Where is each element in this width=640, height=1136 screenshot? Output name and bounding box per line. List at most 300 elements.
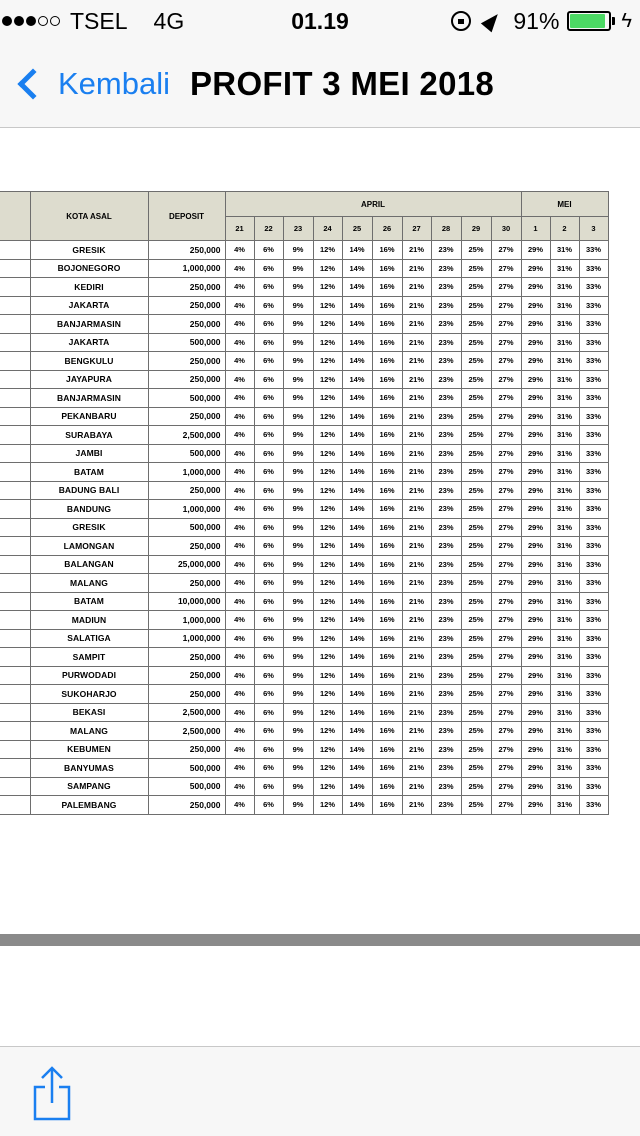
column-header-april-day: 27 [402, 217, 431, 241]
profit-percent-cell: 21% [402, 703, 431, 722]
profit-percent-cell: 31% [550, 241, 579, 260]
deposit-cell: 250,000 [148, 481, 225, 500]
table-row [0, 722, 608, 741]
profit-percent-cell: 21% [402, 407, 431, 426]
profit-percent-cell: 21% [402, 389, 431, 408]
city-cell: MALANG [30, 574, 148, 593]
profit-percent-cell: 9% [283, 666, 313, 685]
profit-percent-cell: 29% [521, 315, 550, 334]
profit-percent-cell: 25% [461, 722, 491, 741]
profit-percent-cell: 21% [402, 574, 431, 593]
profit-percent-cell: 14% [342, 444, 372, 463]
deposit-cell: 500,000 [148, 333, 225, 352]
row-lead-cell [0, 500, 30, 519]
profit-percent-cell: 25% [461, 481, 491, 500]
profit-percent-cell: 14% [342, 759, 372, 778]
profit-percent-cell: 33% [579, 574, 608, 593]
table-row [0, 259, 608, 278]
profit-percent-cell: 12% [313, 444, 342, 463]
profit-percent-cell: 31% [550, 481, 579, 500]
profit-percent-cell: 21% [402, 241, 431, 260]
profit-percent-cell: 4% [225, 759, 254, 778]
profit-percent-cell: 21% [402, 759, 431, 778]
deposit-cell: 25,000,000 [148, 555, 225, 574]
profit-percent-cell: 23% [431, 574, 461, 593]
profit-percent-cell: 21% [402, 444, 431, 463]
profit-percent-cell: 9% [283, 722, 313, 741]
profit-percent-cell: 4% [225, 777, 254, 796]
profit-percent-cell: 25% [461, 740, 491, 759]
profit-percent-cell: 16% [372, 296, 402, 315]
profit-percent-cell: 9% [283, 259, 313, 278]
profit-percent-cell: 21% [402, 296, 431, 315]
profit-percent-cell: 16% [372, 740, 402, 759]
row-lead-cell [0, 592, 30, 611]
profit-percent-cell: 33% [579, 759, 608, 778]
profit-percent-cell: 6% [254, 722, 283, 741]
profit-percent-cell: 12% [313, 241, 342, 260]
deposit-cell: 500,000 [148, 777, 225, 796]
profit-percent-cell: 27% [491, 241, 521, 260]
profit-percent-cell: 16% [372, 241, 402, 260]
profit-percent-cell: 16% [372, 278, 402, 297]
profit-percent-cell: 33% [579, 389, 608, 408]
deposit-cell: 250,000 [148, 574, 225, 593]
profit-percent-cell: 23% [431, 389, 461, 408]
row-lead-cell [0, 296, 30, 315]
table-row [0, 537, 608, 556]
profit-percent-cell: 12% [313, 370, 342, 389]
profit-percent-cell: 27% [491, 259, 521, 278]
profit-percent-cell: 25% [461, 500, 491, 519]
profit-percent-cell: 31% [550, 389, 579, 408]
profit-percent-cell: 25% [461, 518, 491, 537]
deposit-cell: 250,000 [148, 241, 225, 260]
profit-percent-cell: 31% [550, 611, 579, 630]
column-group-april: APRIL [225, 192, 521, 217]
profit-percent-cell: 16% [372, 648, 402, 667]
column-header-april-day: 23 [283, 217, 313, 241]
profit-percent-cell: 27% [491, 333, 521, 352]
profit-percent-cell: 33% [579, 537, 608, 556]
row-lead-cell [0, 407, 30, 426]
profit-percent-cell: 16% [372, 389, 402, 408]
orientation-lock-icon [451, 11, 471, 31]
profit-percent-cell: 29% [521, 333, 550, 352]
row-lead-cell [0, 352, 30, 371]
profit-percent-cell: 29% [521, 389, 550, 408]
profit-percent-cell: 4% [225, 315, 254, 334]
profit-percent-cell: 4% [225, 389, 254, 408]
profit-percent-cell: 27% [491, 426, 521, 445]
profit-percent-cell: 21% [402, 481, 431, 500]
profit-percent-cell: 31% [550, 370, 579, 389]
city-cell: SAMPANG [30, 777, 148, 796]
profit-percent-cell: 6% [254, 370, 283, 389]
profit-percent-cell: 21% [402, 278, 431, 297]
deposit-cell: 250,000 [148, 796, 225, 815]
profit-percent-cell: 29% [521, 703, 550, 722]
profit-percent-cell: 4% [225, 648, 254, 667]
profit-percent-cell: 4% [225, 703, 254, 722]
profit-percent-cell: 14% [342, 574, 372, 593]
profit-percent-cell: 14% [342, 463, 372, 482]
profit-percent-cell: 33% [579, 278, 608, 297]
profit-percent-cell: 6% [254, 407, 283, 426]
profit-percent-cell: 33% [579, 407, 608, 426]
city-cell: BANJARMASIN [30, 315, 148, 334]
profit-percent-cell: 4% [225, 426, 254, 445]
profit-percent-cell: 12% [313, 500, 342, 519]
profit-percent-cell: 12% [313, 296, 342, 315]
clock: 01.19 [291, 8, 349, 34]
profit-percent-cell: 29% [521, 685, 550, 704]
profit-percent-cell: 4% [225, 666, 254, 685]
profit-percent-cell: 4% [225, 407, 254, 426]
row-lead-cell [0, 315, 30, 334]
profit-percent-cell: 6% [254, 648, 283, 667]
profit-percent-cell: 9% [283, 500, 313, 519]
profit-percent-cell: 9% [283, 574, 313, 593]
profit-percent-cell: 14% [342, 722, 372, 741]
profit-percent-cell: 21% [402, 685, 431, 704]
profit-percent-cell: 21% [402, 259, 431, 278]
table-row [0, 500, 608, 519]
profit-percent-cell: 29% [521, 611, 550, 630]
profit-percent-cell: 29% [521, 740, 550, 759]
deposit-cell: 250,000 [148, 407, 225, 426]
profit-percent-cell: 27% [491, 648, 521, 667]
profit-percent-cell: 23% [431, 722, 461, 741]
table-row [0, 315, 608, 334]
row-lead-cell [0, 259, 30, 278]
profit-percent-cell: 9% [283, 333, 313, 352]
profit-percent-cell: 9% [283, 648, 313, 667]
profit-percent-cell: 25% [461, 592, 491, 611]
profit-percent-cell: 21% [402, 537, 431, 556]
status-bar [0, 0, 640, 40]
profit-percent-cell: 16% [372, 685, 402, 704]
row-lead-cell [0, 426, 30, 445]
profit-percent-cell: 33% [579, 333, 608, 352]
profit-percent-cell: 25% [461, 555, 491, 574]
profit-percent-cell: 4% [225, 796, 254, 815]
profit-percent-cell: 16% [372, 481, 402, 500]
table-row [0, 703, 608, 722]
profit-percent-cell: 12% [313, 611, 342, 630]
profit-percent-cell: 14% [342, 500, 372, 519]
profit-percent-cell: 23% [431, 648, 461, 667]
profit-percent-cell: 21% [402, 555, 431, 574]
profit-percent-cell: 14% [342, 518, 372, 537]
profit-percent-cell: 25% [461, 296, 491, 315]
profit-percent-cell: 25% [461, 629, 491, 648]
column-header-kota-asal: KOTA ASAL [30, 192, 148, 241]
row-lead-cell [0, 611, 30, 630]
row-lead-cell [0, 703, 30, 722]
profit-percent-cell: 12% [313, 685, 342, 704]
profit-percent-cell: 27% [491, 278, 521, 297]
profit-percent-cell: 4% [225, 518, 254, 537]
profit-percent-cell: 29% [521, 629, 550, 648]
city-cell: JAKARTA [30, 296, 148, 315]
profit-percent-cell: 29% [521, 648, 550, 667]
table-row [0, 629, 608, 648]
page-title: PROFIT 3 MEI 2018 [190, 65, 495, 102]
profit-percent-cell: 31% [550, 666, 579, 685]
profit-percent-cell: 6% [254, 629, 283, 648]
profit-percent-cell: 6% [254, 426, 283, 445]
profit-percent-cell: 27% [491, 370, 521, 389]
profit-percent-cell: 31% [550, 796, 579, 815]
profit-percent-cell: 23% [431, 518, 461, 537]
deposit-cell: 250,000 [148, 537, 225, 556]
profit-percent-cell: 29% [521, 444, 550, 463]
profit-percent-cell: 31% [550, 333, 579, 352]
profit-percent-cell: 21% [402, 611, 431, 630]
profit-percent-cell: 27% [491, 537, 521, 556]
profit-percent-cell: 23% [431, 259, 461, 278]
profit-percent-cell: 16% [372, 722, 402, 741]
profit-percent-cell: 31% [550, 629, 579, 648]
profit-percent-cell: 33% [579, 259, 608, 278]
document-view[interactable] [0, 129, 640, 934]
deposit-cell: 250,000 [148, 352, 225, 371]
profit-percent-cell: 12% [313, 740, 342, 759]
profit-percent-cell: 23% [431, 481, 461, 500]
city-cell: BATAM [30, 463, 148, 482]
profit-percent-cell: 29% [521, 463, 550, 482]
row-lead-cell [0, 740, 30, 759]
charging-bolt-icon: ϟ [621, 9, 632, 32]
profit-percent-cell: 9% [283, 278, 313, 297]
profit-percent-cell: 23% [431, 407, 461, 426]
profit-percent-cell: 6% [254, 315, 283, 334]
row-lead-cell [0, 241, 30, 260]
table-row [0, 740, 608, 759]
profit-percent-cell: 33% [579, 500, 608, 519]
profit-percent-cell: 14% [342, 555, 372, 574]
table-row [0, 352, 608, 371]
city-cell: BANYUMAS [30, 759, 148, 778]
table-row [0, 611, 608, 630]
profit-percent-cell: 23% [431, 740, 461, 759]
profit-percent-cell: 25% [461, 352, 491, 371]
row-lead-cell [0, 666, 30, 685]
profit-percent-cell: 12% [313, 796, 342, 815]
table-row [0, 685, 608, 704]
network-type: 4G [153, 7, 185, 34]
profit-percent-cell: 12% [313, 481, 342, 500]
profit-percent-cell: 6% [254, 555, 283, 574]
profit-percent-cell: 16% [372, 518, 402, 537]
profit-percent-cell: 12% [313, 278, 342, 297]
profit-percent-cell: 33% [579, 722, 608, 741]
profit-percent-cell: 23% [431, 500, 461, 519]
city-cell: BADUNG BALI [30, 481, 148, 500]
city-cell: JAMBI [30, 444, 148, 463]
profit-percent-cell: 9% [283, 444, 313, 463]
profit-percent-cell: 14% [342, 241, 372, 260]
profit-percent-cell: 23% [431, 278, 461, 297]
profit-percent-cell: 33% [579, 629, 608, 648]
profit-percent-cell: 9% [283, 315, 313, 334]
column-header-april-day: 21 [225, 217, 254, 241]
column-header-mei-day: 1 [521, 217, 550, 241]
profit-percent-cell: 6% [254, 241, 283, 260]
profit-percent-cell: 23% [431, 777, 461, 796]
deposit-cell: 1,000,000 [148, 463, 225, 482]
city-cell: SUKOHARJO [30, 685, 148, 704]
profit-percent-cell: 33% [579, 592, 608, 611]
profit-percent-cell: 31% [550, 352, 579, 371]
city-cell: BENGKULU [30, 352, 148, 371]
share-button[interactable] [30, 1065, 74, 1121]
deposit-cell: 2,500,000 [148, 426, 225, 445]
table-row [0, 518, 608, 537]
deposit-cell: 500,000 [148, 389, 225, 408]
profit-percent-cell: 27% [491, 518, 521, 537]
profit-percent-cell: 16% [372, 426, 402, 445]
profit-percent-cell: 25% [461, 796, 491, 815]
deposit-cell: 500,000 [148, 759, 225, 778]
table-row [0, 481, 608, 500]
row-lead-cell [0, 333, 30, 352]
profit-percent-cell: 23% [431, 241, 461, 260]
profit-percent-cell: 23% [431, 666, 461, 685]
profit-percent-cell: 16% [372, 333, 402, 352]
profit-percent-cell: 33% [579, 241, 608, 260]
profit-percent-cell: 12% [313, 629, 342, 648]
row-lead-cell [0, 796, 30, 815]
profit-percent-cell: 33% [579, 555, 608, 574]
profit-percent-cell: 33% [579, 352, 608, 371]
row-lead-cell [0, 759, 30, 778]
profit-percent-cell: 31% [550, 777, 579, 796]
profit-percent-cell: 16% [372, 407, 402, 426]
city-cell: BEKASI [30, 703, 148, 722]
profit-percent-cell: 6% [254, 463, 283, 482]
profit-percent-cell: 33% [579, 296, 608, 315]
profit-percent-cell: 14% [342, 777, 372, 796]
city-cell: PEKANBARU [30, 407, 148, 426]
column-header-mei-day: 2 [550, 217, 579, 241]
profit-percent-cell: 12% [313, 407, 342, 426]
profit-percent-cell: 9% [283, 759, 313, 778]
profit-percent-cell: 4% [225, 629, 254, 648]
profit-percent-cell: 16% [372, 555, 402, 574]
profit-percent-cell: 29% [521, 352, 550, 371]
battery-icon [567, 11, 615, 31]
city-cell: PALEMBANG [30, 796, 148, 815]
profit-percent-cell: 12% [313, 722, 342, 741]
city-cell: GRESIK [30, 518, 148, 537]
chevron-left-icon [17, 68, 48, 99]
city-cell: MADIUN [30, 611, 148, 630]
profit-percent-cell: 31% [550, 740, 579, 759]
profit-percent-cell: 4% [225, 352, 254, 371]
profit-table [0, 191, 609, 815]
profit-percent-cell: 21% [402, 777, 431, 796]
profit-percent-cell: 29% [521, 777, 550, 796]
profit-percent-cell: 23% [431, 370, 461, 389]
profit-percent-cell: 23% [431, 592, 461, 611]
profit-percent-cell: 33% [579, 444, 608, 463]
profit-percent-cell: 29% [521, 666, 550, 685]
profit-percent-cell: 33% [579, 463, 608, 482]
profit-percent-cell: 25% [461, 666, 491, 685]
profit-percent-cell: 27% [491, 722, 521, 741]
profit-percent-cell: 4% [225, 333, 254, 352]
row-lead-cell [0, 685, 30, 704]
back-button[interactable] [14, 62, 170, 106]
profit-percent-cell: 6% [254, 296, 283, 315]
profit-percent-cell: 6% [254, 352, 283, 371]
profit-percent-cell: 21% [402, 740, 431, 759]
deposit-cell: 500,000 [148, 444, 225, 463]
profit-percent-cell: 16% [372, 463, 402, 482]
city-cell: BANDUNG [30, 500, 148, 519]
column-group-mei: MEI [521, 192, 608, 217]
deposit-cell: 2,500,000 [148, 703, 225, 722]
profit-percent-cell: 14% [342, 537, 372, 556]
profit-percent-cell: 27% [491, 796, 521, 815]
profit-percent-cell: 12% [313, 777, 342, 796]
profit-percent-cell: 16% [372, 315, 402, 334]
profit-percent-cell: 4% [225, 574, 254, 593]
profit-percent-cell: 33% [579, 315, 608, 334]
profit-percent-cell: 6% [254, 389, 283, 408]
profit-percent-cell: 21% [402, 629, 431, 648]
bottom-toolbar [0, 1046, 640, 1136]
deposit-cell: 10,000,000 [148, 592, 225, 611]
city-cell: KEDIRI [30, 278, 148, 297]
profit-percent-cell: 25% [461, 574, 491, 593]
profit-percent-cell: 9% [283, 592, 313, 611]
profit-percent-cell: 27% [491, 740, 521, 759]
profit-percent-cell: 29% [521, 537, 550, 556]
profit-percent-cell: 6% [254, 518, 283, 537]
profit-percent-cell: 14% [342, 370, 372, 389]
profit-percent-cell: 4% [225, 740, 254, 759]
deposit-cell: 1,000,000 [148, 629, 225, 648]
profit-percent-cell: 33% [579, 611, 608, 630]
profit-percent-cell: 33% [579, 796, 608, 815]
deposit-cell: 1,000,000 [148, 611, 225, 630]
profit-percent-cell: 12% [313, 352, 342, 371]
profit-percent-cell: 4% [225, 500, 254, 519]
profit-percent-cell: 12% [313, 426, 342, 445]
table-row [0, 592, 608, 611]
profit-percent-cell: 31% [550, 426, 579, 445]
profit-percent-cell: 21% [402, 370, 431, 389]
city-cell: JAYAPURA [30, 370, 148, 389]
profit-percent-cell: 29% [521, 370, 550, 389]
deposit-cell: 1,000,000 [148, 259, 225, 278]
deposit-cell: 250,000 [148, 296, 225, 315]
profit-percent-cell: 29% [521, 241, 550, 260]
profit-percent-cell: 25% [461, 407, 491, 426]
city-cell: BATAM [30, 592, 148, 611]
profit-percent-cell: 31% [550, 759, 579, 778]
profit-percent-cell: 6% [254, 740, 283, 759]
profit-percent-cell: 14% [342, 481, 372, 500]
profit-percent-cell: 33% [579, 777, 608, 796]
profit-percent-cell: 12% [313, 648, 342, 667]
profit-percent-cell: 33% [579, 648, 608, 667]
profit-percent-cell: 12% [313, 389, 342, 408]
profit-percent-cell: 23% [431, 333, 461, 352]
